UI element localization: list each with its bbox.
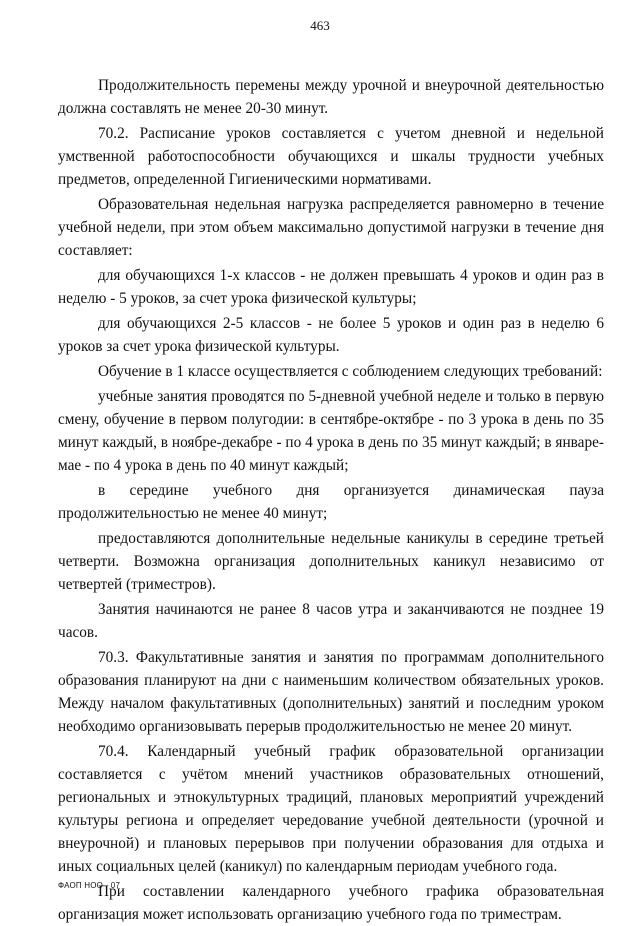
paragraph: При составлении календарного учебного графика образовательная организация может использовать организацию учебного года по триместрам. bbox=[58, 883, 604, 923]
list-item: для обучающихся 2-5 классов - не более 5 уроков и один раз в неделю 6 уроков за счет урока физической культуры. bbox=[58, 315, 604, 355]
paragraph: 70.4. Календарный учебный график образовательной организации составляется с учётом мнений участников образовательных отношений, региональных и этнокультурных традиций, плановых мероприятий учреждений культуры региона и определяет чередование учебной деятельности (урочной и внеурочной) и плановых перерывов при получении образования для отдыха и иных социальных целей (каникул) по календарным периодам учебного года. bbox=[58, 743, 604, 875]
footer-doc-code: ФАОП НОО - 07 bbox=[58, 881, 121, 890]
paragraph: Занятия начинаются не ранее 8 часов утра и заканчиваются не позднее 19 часов. bbox=[58, 601, 604, 641]
document-body bbox=[58, 74, 604, 926]
list-item: учебные занятия проводятся по 5-дневной учебной неделе и только в первую смену, обучение в первом полугодии: в сентябре-октябре - по 3 урока в день по 35 минут каждый, в ноябре-декабре - по 4 урока в день по 35 минут каждый; в январе-мае - по 4 урока в день по 40 минут каждый; bbox=[58, 388, 604, 474]
list-item: для обучающихся 1-х классов - не должен превышать 4 уроков и один раз в неделю - 5 уроков, за счет урока физической культуры; bbox=[58, 267, 604, 307]
paragraph: Образовательная недельная нагрузка распределяется равномерно в течение учебной недели, при этом объем максимально допустимой нагрузки в течение дня составляет: bbox=[58, 196, 604, 259]
page-number: 463 bbox=[310, 18, 330, 33]
paragraph: 70.3. Факультативные занятия и занятия по программам дополнительного образования планируют на дни с наименьшим количеством обязательных уроков. Между началом факультативных (дополнительных) занятий и последним уроком необходимо организовывать перерыв продолжительностью не менее 20 минут. bbox=[58, 649, 604, 735]
paragraph: Продолжительность перемены между урочной и внеурочной деятельностью должна составлять не менее 20-30 минут. bbox=[58, 77, 604, 117]
list-item: предоставляются дополнительные недельные каникулы в середине третьей четверти. Возможна организация дополнительных каникул независимо от четвертей (триместров). bbox=[58, 530, 604, 593]
paragraph: 70.2. Расписание уроков составляется с учетом дневной и недельной умственной работоспособности обучающихся и шкалы трудности учебных предметов, определенной Гигиеническими нормативами. bbox=[58, 125, 604, 188]
paragraph: Обучение в 1 классе осуществляется с соблюдением следующих требований: bbox=[98, 363, 603, 380]
list-item: в середине учебного дня организуется динамическая пауза продолжительностью не менее 40 минут; bbox=[58, 482, 604, 522]
